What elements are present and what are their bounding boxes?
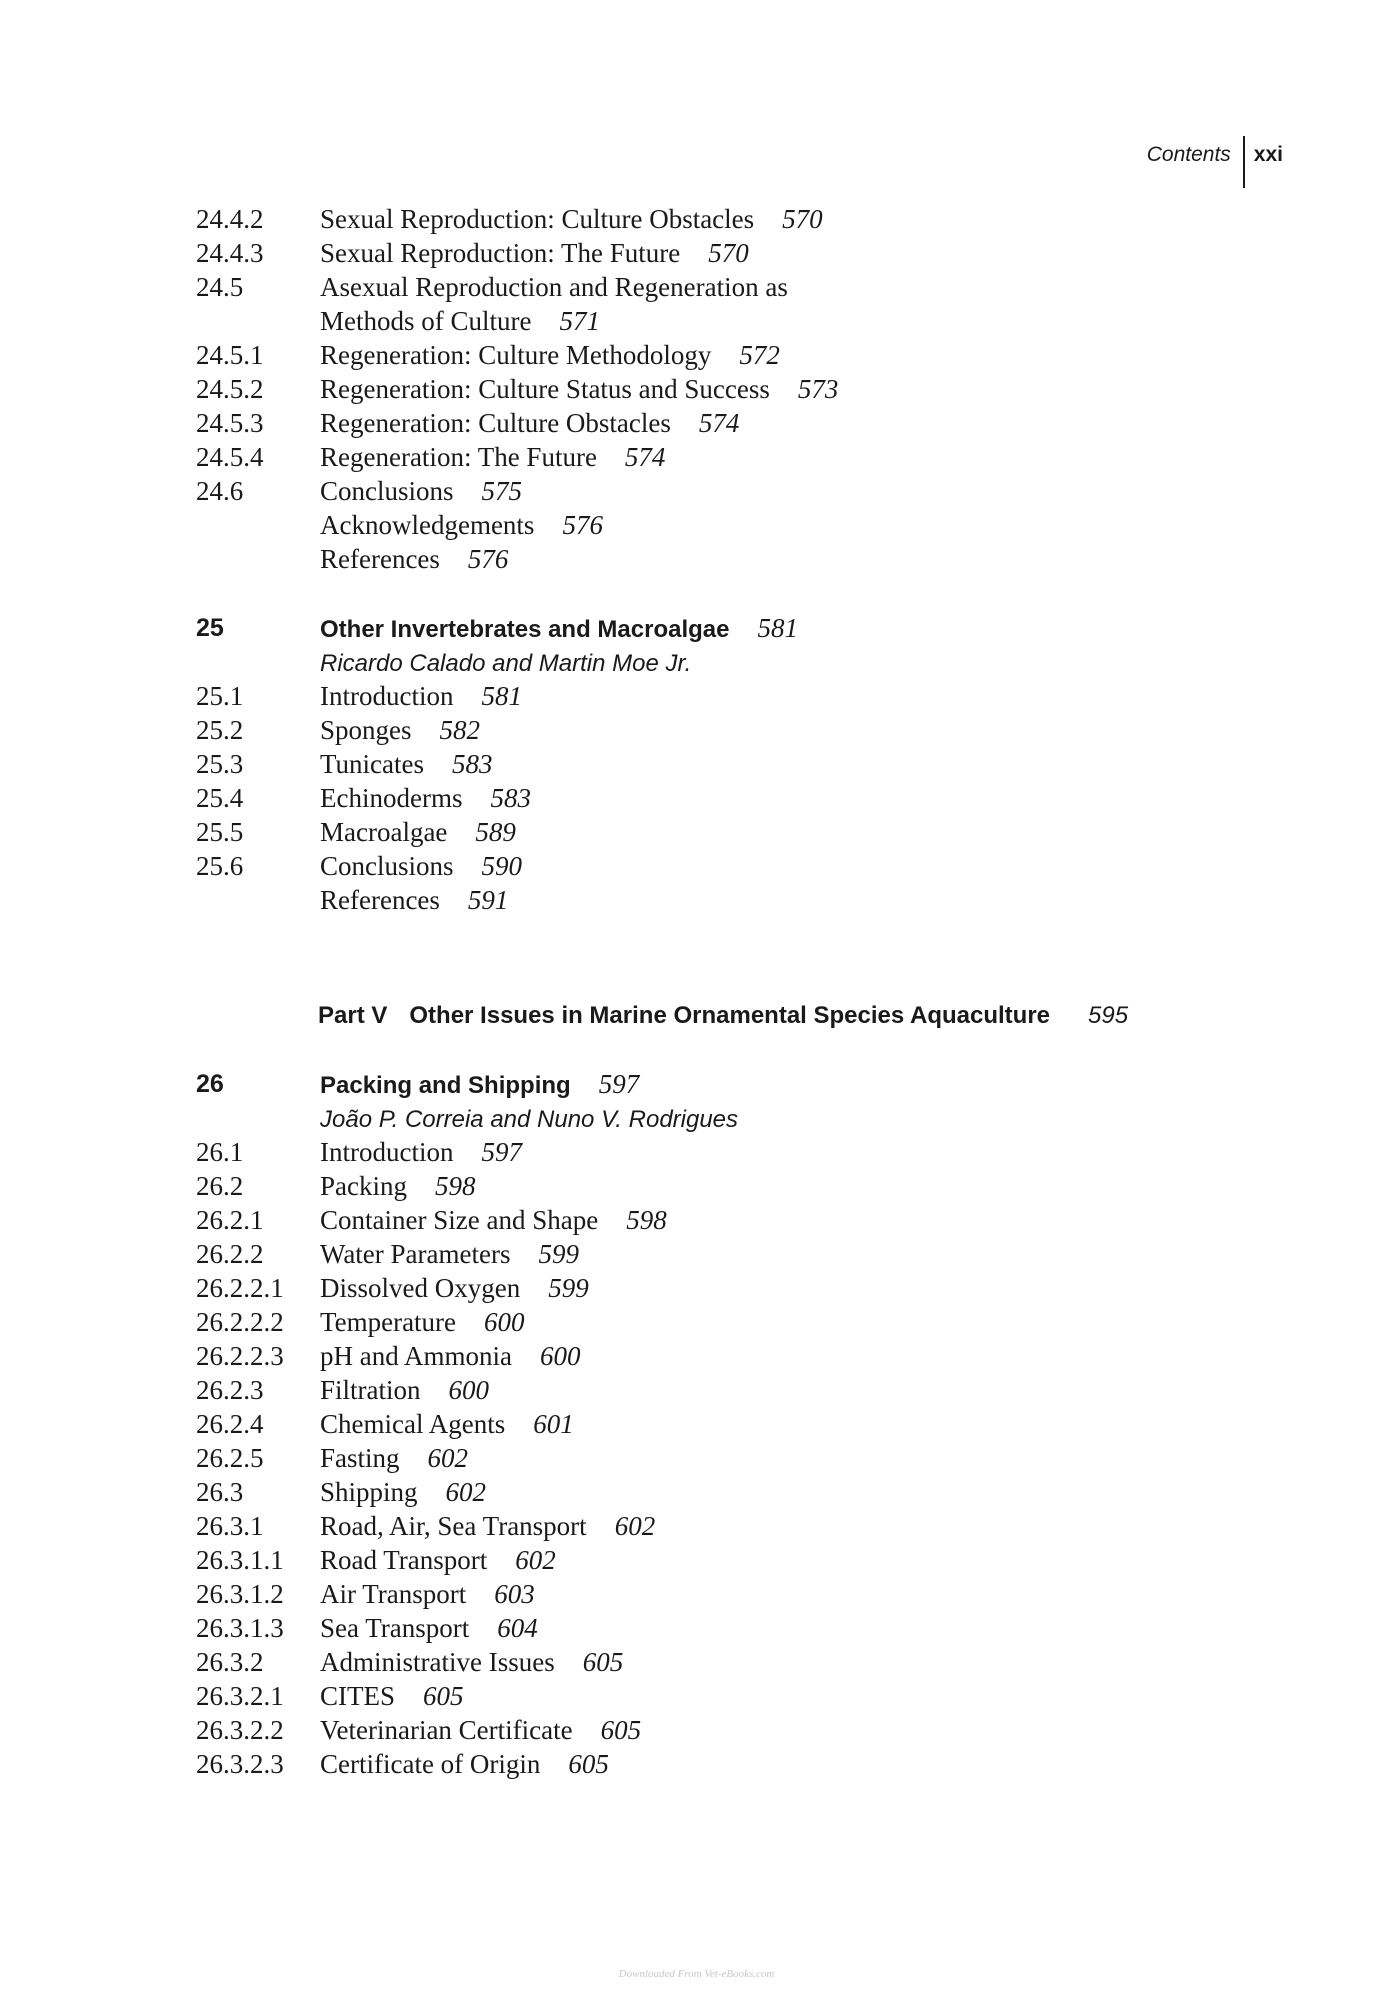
toc-entry-title: Filtration bbox=[320, 1375, 421, 1405]
toc-entry-title: Sexual Reproduction: Culture Obstacles bbox=[320, 204, 755, 234]
running-header bbox=[1147, 136, 1283, 188]
part-page-number: 595 bbox=[1088, 1002, 1129, 1029]
toc-entry-page: 600 bbox=[448, 1375, 489, 1405]
toc-entry-page: 605 bbox=[568, 1749, 609, 1779]
toc-entry[interactable] bbox=[0, 815, 1393, 849]
toc-entry-title: Echinoderms bbox=[320, 783, 463, 813]
toc-entry-title: Sponges bbox=[320, 715, 412, 745]
toc-entry[interactable] bbox=[0, 406, 1393, 440]
toc-entry-page: 600 bbox=[484, 1307, 525, 1337]
toc-entry[interactable] bbox=[0, 304, 1393, 338]
toc-entry-number: 26.2.2.2 bbox=[196, 1307, 284, 1337]
toc-entry[interactable] bbox=[0, 542, 1393, 576]
toc-entry[interactable] bbox=[0, 270, 1393, 304]
toc-entry-number: 26.3.2.3 bbox=[196, 1749, 284, 1779]
toc-entry-page: 605 bbox=[600, 1715, 642, 1745]
toc-entry-number: 24.4.3 bbox=[196, 238, 264, 268]
toc-entry-title: Certificate of Origin bbox=[320, 1749, 541, 1779]
toc-entry-title: Air Transport bbox=[320, 1579, 467, 1609]
toc-entry[interactable] bbox=[0, 1509, 1393, 1543]
toc-entry-page: 602 bbox=[515, 1545, 556, 1575]
toc-entry[interactable] bbox=[0, 713, 1393, 747]
part-label: Part V bbox=[318, 1002, 388, 1029]
toc-entry-page: 572 bbox=[739, 340, 780, 370]
toc-entry-page: 602 bbox=[445, 1477, 487, 1507]
toc-entry-number: 26.3.2 bbox=[196, 1647, 264, 1677]
toc-entry-title: References bbox=[320, 885, 440, 915]
toc-entry-number: 26 bbox=[196, 1070, 224, 1098]
toc-entry-title: Fasting bbox=[320, 1443, 400, 1473]
toc-entry-page: 583 bbox=[452, 749, 493, 779]
toc-entry[interactable] bbox=[0, 1747, 1393, 1781]
toc-entry-page: 571 bbox=[559, 306, 600, 336]
toc-entry-page: 605 bbox=[582, 1647, 624, 1677]
toc-entry-number: 25.4 bbox=[196, 783, 244, 813]
toc-entry-page: 591 bbox=[467, 885, 509, 915]
toc-entry-number: 25.6 bbox=[196, 851, 244, 881]
toc-entry-number: 26.2.4 bbox=[196, 1409, 264, 1439]
toc-entry-number: 26.3.1.3 bbox=[196, 1613, 284, 1643]
toc-entry[interactable] bbox=[0, 202, 1393, 236]
toc-entry[interactable] bbox=[0, 1339, 1393, 1373]
toc-entry-page: 583 bbox=[490, 783, 531, 813]
toc-entry[interactable] bbox=[0, 1645, 1393, 1679]
toc-entry-title: Packing and Shipping bbox=[320, 1072, 571, 1099]
toc-entry-title: CITES bbox=[320, 1681, 396, 1711]
toc-entry-page: 599 bbox=[548, 1273, 589, 1303]
toc-entry[interactable] bbox=[0, 338, 1393, 372]
toc-entry-title: Sexual Reproduction: The Future bbox=[320, 238, 681, 268]
toc-entry[interactable] bbox=[0, 1713, 1393, 1747]
toc-entry-number: 24.5.4 bbox=[196, 442, 264, 472]
toc-entry-page: 598 bbox=[626, 1205, 667, 1235]
toc-entry-title: Introduction bbox=[320, 681, 454, 711]
toc-entry[interactable] bbox=[0, 1679, 1393, 1713]
watermark-footer: Downloaded From Vet-eBooks.com bbox=[618, 1968, 775, 1980]
toc-entry[interactable] bbox=[0, 1135, 1393, 1169]
toc-entry-number: 26.3.1 bbox=[196, 1511, 264, 1541]
running-header-label: Contents bbox=[1146, 143, 1231, 166]
toc-chapter-entry[interactable] bbox=[0, 1067, 1393, 1101]
toc-entry-number: 26.2.2 bbox=[196, 1239, 264, 1269]
toc-entry-title: Regeneration: Culture Status and Success bbox=[320, 374, 770, 404]
toc-entry[interactable] bbox=[0, 1373, 1393, 1407]
toc-entry[interactable] bbox=[0, 474, 1393, 508]
toc-entry-title: Macroalgae bbox=[320, 817, 448, 847]
toc-entry-number: 25.2 bbox=[196, 715, 244, 745]
toc-entry-number: 26.2.5 bbox=[196, 1443, 264, 1473]
toc-entry-title: Veterinarian Certificate bbox=[320, 1715, 573, 1745]
toc-entry-page: 604 bbox=[497, 1613, 538, 1643]
toc-entry-number: 26.2.3 bbox=[196, 1375, 264, 1405]
toc-entry-title: Acknowledgements bbox=[320, 510, 535, 540]
toc-entry-title: Temperature bbox=[320, 1307, 457, 1337]
toc-entry-number: 26.3.2.2 bbox=[196, 1715, 284, 1745]
toc-entry-title: Sea Transport bbox=[320, 1613, 470, 1643]
toc-entry-text bbox=[320, 1747, 609, 1786]
toc-entry-title: Other Invertebrates and Macroalgae bbox=[320, 616, 730, 643]
toc-entry-text bbox=[320, 542, 508, 581]
toc-entry[interactable] bbox=[0, 508, 1393, 542]
toc-entry-number: 26.2 bbox=[196, 1171, 244, 1201]
toc-entry-page: 601 bbox=[533, 1409, 574, 1439]
toc-entry-title: Packing bbox=[320, 1171, 407, 1201]
toc-entry-title: Dissolved Oxygen bbox=[320, 1273, 521, 1303]
toc-entry[interactable] bbox=[0, 679, 1393, 713]
toc-author-names: Ricardo Calado and Martin Moe Jr. bbox=[320, 650, 692, 677]
toc-entry-page: 597 bbox=[481, 1137, 522, 1167]
toc-entry-page: 573 bbox=[797, 374, 839, 404]
toc-entry-number: 25.3 bbox=[196, 749, 244, 779]
toc-entry[interactable] bbox=[0, 1543, 1393, 1577]
toc-entry-number: 26.3.1.2 bbox=[196, 1579, 284, 1609]
toc-entry-title: Regeneration: Culture Methodology bbox=[320, 340, 712, 370]
toc-entry[interactable] bbox=[0, 781, 1393, 815]
toc-entry-number: 24.5.2 bbox=[196, 374, 264, 404]
toc-entry-title: Road, Air, Sea Transport bbox=[320, 1511, 587, 1541]
toc-entry-number: 24.6 bbox=[196, 476, 244, 506]
toc-entry-page: 598 bbox=[435, 1171, 476, 1201]
toc-entry-number: 26.2.2.1 bbox=[196, 1273, 284, 1303]
toc-entry[interactable] bbox=[0, 1475, 1393, 1509]
toc-entry-page: 575 bbox=[481, 476, 523, 506]
toc-entry-page: 574 bbox=[698, 408, 740, 438]
toc-author-names: João P. Correia and Nuno V. Rodrigues bbox=[320, 1106, 739, 1133]
toc-entry-number: 24.4.2 bbox=[196, 204, 264, 234]
toc-entry[interactable] bbox=[0, 883, 1393, 917]
toc-entry[interactable] bbox=[0, 372, 1393, 406]
toc-entry-page: 599 bbox=[538, 1239, 579, 1269]
toc-entry-title: Regeneration: Culture Obstacles bbox=[320, 408, 671, 438]
toc-entry-number: 26.3.2.1 bbox=[196, 1681, 284, 1711]
toc-entry-text bbox=[320, 883, 508, 922]
toc-entry[interactable] bbox=[0, 1441, 1393, 1475]
toc-entry-page: 581 bbox=[481, 681, 522, 711]
toc-entry-page: 602 bbox=[614, 1511, 656, 1541]
toc-entry-number: 24.5.1 bbox=[196, 340, 264, 370]
toc-author-line bbox=[0, 1101, 1393, 1135]
toc-chapter-entry[interactable] bbox=[0, 611, 1393, 645]
toc-entry[interactable] bbox=[0, 1203, 1393, 1237]
toc-entry-page: 589 bbox=[475, 817, 516, 847]
toc-entry-number: 26.2.1 bbox=[196, 1205, 264, 1235]
toc-entry-title: References bbox=[320, 544, 440, 574]
part-heading[interactable] bbox=[318, 999, 1128, 1036]
toc-entry-title: Chemical Agents bbox=[320, 1409, 506, 1439]
toc-entry[interactable] bbox=[0, 440, 1393, 474]
toc-entry[interactable] bbox=[0, 1407, 1393, 1441]
toc-entry-page: 603 bbox=[494, 1579, 535, 1609]
toc-entry[interactable] bbox=[0, 1169, 1393, 1203]
toc-entry-title: Shipping bbox=[320, 1477, 418, 1507]
toc-entry-title: Conclusions bbox=[320, 476, 454, 506]
toc-entry-number: 26.2.2.3 bbox=[196, 1341, 284, 1371]
toc-entry[interactable] bbox=[0, 747, 1393, 781]
toc-entry-title: Water Parameters bbox=[320, 1239, 511, 1269]
toc-entry-title: Conclusions bbox=[320, 851, 454, 881]
toc-entry-title: Methods of Culture bbox=[320, 306, 532, 336]
toc-entry-number: 24.5.3 bbox=[196, 408, 264, 438]
toc-entry-number: 25.1 bbox=[196, 681, 244, 711]
toc-entry-title: Regeneration: The Future bbox=[320, 442, 597, 472]
toc-entry-title: Administrative Issues bbox=[320, 1647, 555, 1677]
toc-entry-title: Container Size and Shape bbox=[320, 1205, 599, 1235]
toc-entry[interactable] bbox=[0, 1577, 1393, 1611]
toc-entry-page: 582 bbox=[439, 715, 481, 745]
toc-entry-page: 590 bbox=[481, 851, 523, 881]
page-number: xxi bbox=[1253, 143, 1283, 166]
toc-entry-title: Road Transport bbox=[320, 1545, 488, 1575]
toc-entry-title: Introduction bbox=[320, 1137, 454, 1167]
toc-author-line bbox=[0, 645, 1393, 679]
toc-entry-number: 26.3 bbox=[196, 1477, 244, 1507]
toc-entry-page: 570 bbox=[708, 238, 749, 268]
toc-entry[interactable] bbox=[0, 1237, 1393, 1271]
toc-entry[interactable] bbox=[0, 1271, 1393, 1305]
toc-entry-number: 25 bbox=[196, 614, 224, 642]
toc-entry[interactable] bbox=[0, 1305, 1393, 1339]
toc-entry-number: 24.5 bbox=[196, 272, 244, 302]
toc-entry-page: 602 bbox=[427, 1443, 469, 1473]
toc-entry[interactable] bbox=[0, 849, 1393, 883]
toc-entry-page: 576 bbox=[562, 510, 603, 540]
toc-entry-page: 581 bbox=[757, 613, 798, 643]
part-title: Other Issues in Marine Ornamental Species Aquaculture bbox=[409, 1002, 1051, 1029]
toc-entry-page: 605 bbox=[423, 1681, 464, 1711]
toc-entry-number: 26.3.1.1 bbox=[196, 1545, 284, 1575]
toc-entry-page: 600 bbox=[539, 1341, 581, 1371]
toc-entry[interactable] bbox=[0, 1611, 1393, 1645]
toc-entry-title: Tunicates bbox=[320, 749, 425, 779]
toc-entry-page: 576 bbox=[467, 544, 509, 574]
toc-entry-page: 597 bbox=[598, 1069, 640, 1099]
toc-entry-page: 574 bbox=[624, 442, 666, 472]
toc-entry-title: pH and Ammonia bbox=[320, 1341, 512, 1371]
toc-entry-number: 25.5 bbox=[196, 817, 244, 847]
toc-entry-title: Asexual Reproduction and Regeneration as bbox=[320, 272, 788, 302]
toc-entry-page: 570 bbox=[782, 204, 823, 234]
toc-entry-number: 26.1 bbox=[196, 1137, 244, 1167]
toc-entry[interactable] bbox=[0, 236, 1393, 270]
